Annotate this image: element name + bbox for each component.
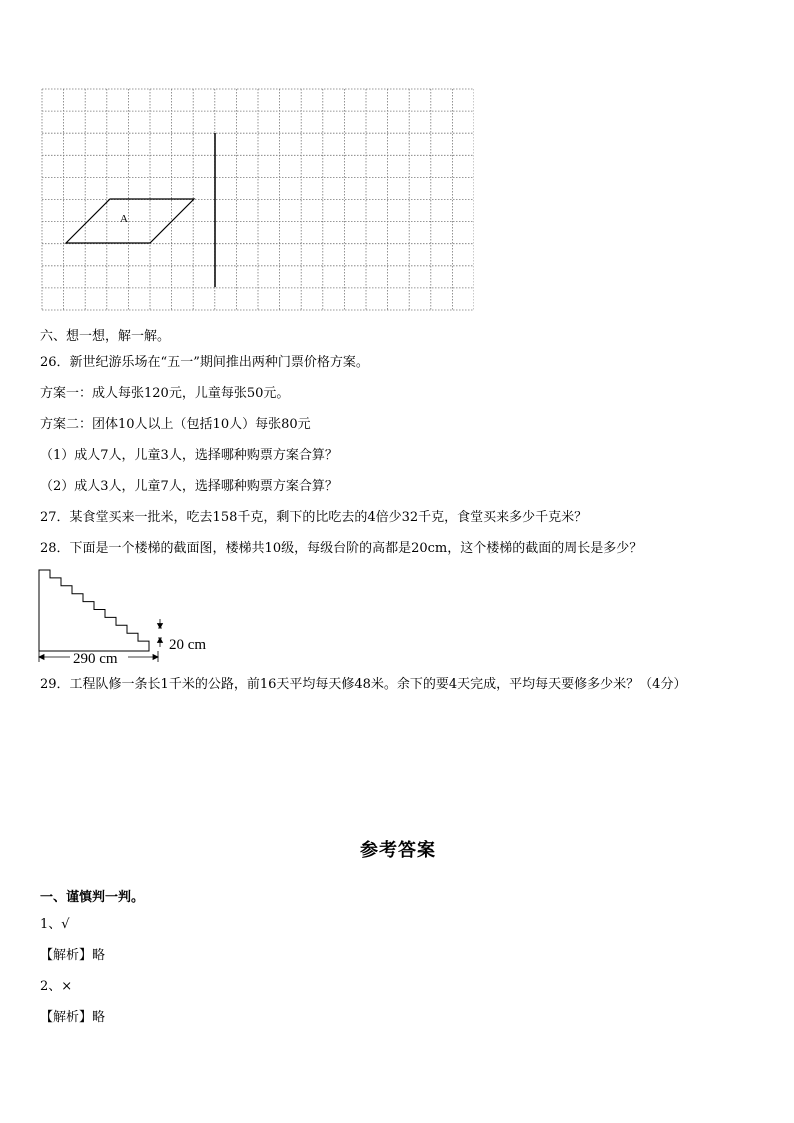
q26-stem: 26．新世纪游乐场在“五一”期间推出两种门票价格方案。 xyxy=(40,355,369,370)
answer-analysis-2: 【解析】略 xyxy=(40,1010,106,1025)
answer-item-1: 1、√ xyxy=(40,917,70,932)
width-label: 290 cm xyxy=(73,651,118,667)
q27: 27．某食堂买来一批米，吃去158千克，剩下的比吃去的4倍少32千克，食堂买来多少千克米？ xyxy=(40,510,588,525)
section6-title: 六、想一想，解一解。 xyxy=(40,329,171,344)
q26-sub2: （2）成人3人，儿童7人，选择哪种购票方案合算？ xyxy=(40,479,338,494)
grid-figure xyxy=(40,88,474,314)
answer-item-2: 2、× xyxy=(40,979,73,994)
staircase-outline xyxy=(39,570,149,651)
staircase-figure xyxy=(34,565,234,670)
dotted-grid xyxy=(42,89,474,310)
q29: 29．工程队修一条长1千米的公路，前16天平均每天修48米。余下的要4天完成，平均每天要修多少米？（4分） xyxy=(40,677,687,692)
q26-plan2: 方案二：团体10人以上（包括10人）每张80元 xyxy=(40,417,311,432)
height-dimension xyxy=(158,619,163,647)
q26-plan1: 方案一：成人每张120元，儿童每张50元。 xyxy=(40,386,290,401)
answer-analysis-1: 【解析】略 xyxy=(40,948,106,963)
answers-section1-title: 一、谨慎判一判。 xyxy=(40,890,145,905)
q26-sub1: （1）成人7人，儿童3人，选择哪种购票方案合算？ xyxy=(40,448,338,463)
parallelogram-label: A xyxy=(120,213,128,225)
q28: 28．下面是一个楼梯的截面图，楼梯共10级，每级台阶的高都是20cm，这个楼梯的截面的周长是多少？ xyxy=(40,541,643,556)
answers-title: 参考答案 xyxy=(360,840,436,861)
height-label: 20 cm xyxy=(169,637,207,653)
